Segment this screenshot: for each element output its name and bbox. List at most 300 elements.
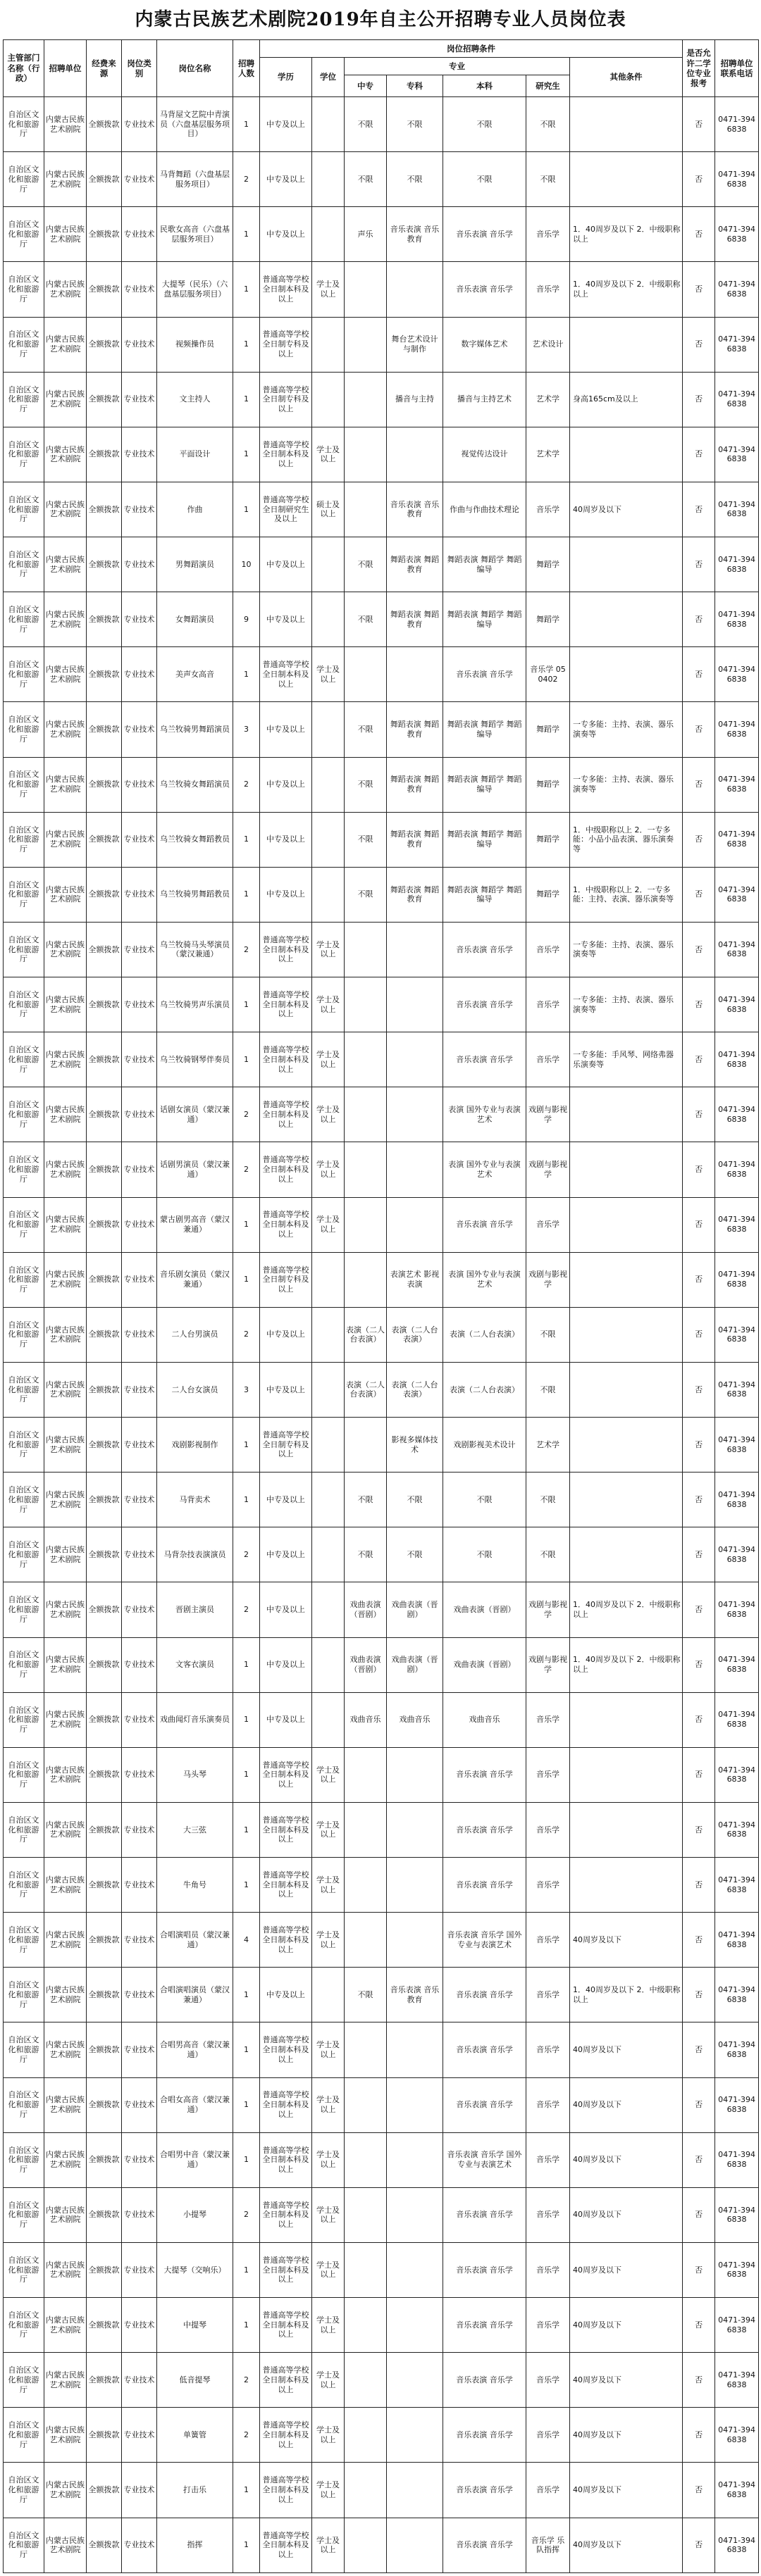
- zhongzhuan-cell: [345, 2408, 387, 2463]
- post-cell: 文主持人: [157, 372, 233, 427]
- category-cell: 专业技术: [122, 97, 157, 152]
- zhuanke-cell: [387, 2463, 443, 2518]
- col-count: 招聘人数: [233, 40, 260, 97]
- second-degree-cell: 否: [683, 2408, 715, 2463]
- count-cell: 1: [233, 1802, 260, 1857]
- zhuanke-cell: 播音与主持: [387, 372, 443, 427]
- zhongzhuan-cell: [345, 2353, 387, 2408]
- zhuanke-cell: [387, 2187, 443, 2242]
- education-cell: 普通高等学校全日制专科及以上: [260, 1252, 312, 1307]
- unit-cell: 内蒙古民族艺术剧院: [44, 1197, 87, 1252]
- phone-cell: 0471-3946838: [715, 812, 759, 867]
- second-degree-cell: 否: [683, 1087, 715, 1142]
- post-cell: 二人台男演员: [157, 1307, 233, 1362]
- yanjiusheng-cell: 戏剧与影视学: [526, 1087, 570, 1142]
- unit-cell: 内蒙古民族艺术剧院: [44, 317, 87, 372]
- phone-cell: 0471-3946838: [715, 207, 759, 262]
- yanjiusheng-cell: 音乐学: [526, 977, 570, 1032]
- category-cell: 专业技术: [122, 1637, 157, 1692]
- degree-cell: 学士及以上: [312, 2022, 345, 2077]
- zhuanke-cell: [387, 2408, 443, 2463]
- unit-cell: 内蒙古民族艺术剧院: [44, 1527, 87, 1582]
- yanjiusheng-cell: 艺术学: [526, 1418, 570, 1473]
- category-cell: 专业技术: [122, 1252, 157, 1307]
- yanjiusheng-cell: 不限: [526, 152, 570, 207]
- count-cell: 1: [233, 1692, 260, 1747]
- zhuanke-cell: [387, 2298, 443, 2353]
- table-row: [4, 2132, 759, 2187]
- count-cell: 1: [233, 977, 260, 1032]
- degree-cell: [312, 97, 345, 152]
- education-cell: 普通高等学校全日制专科及以上: [260, 1418, 312, 1473]
- phone-cell: 0471-3946838: [715, 1032, 759, 1087]
- category-cell: 专业技术: [122, 262, 157, 317]
- funding-cell: 全额拨款: [87, 1252, 122, 1307]
- phone-cell: 0471-3946838: [715, 977, 759, 1032]
- zhongzhuan-cell: 戏曲表演（晋剧）: [345, 1637, 387, 1692]
- category-cell: 专业技术: [122, 1527, 157, 1582]
- funding-cell: 全额拨款: [87, 1582, 122, 1637]
- yanjiusheng-cell: 音乐学: [526, 2022, 570, 2077]
- other-cell: 40周岁及以下: [570, 2022, 683, 2077]
- degree-cell: 学士及以上: [312, 922, 345, 977]
- education-cell: 中专及以上: [260, 1307, 312, 1362]
- degree-cell: 学士及以上: [312, 1802, 345, 1857]
- category-cell: 专业技术: [122, 152, 157, 207]
- education-cell: 普通高等学校全日制本科及以上: [260, 2518, 312, 2573]
- category-cell: 专业技术: [122, 2132, 157, 2187]
- category-cell: 专业技术: [122, 867, 157, 922]
- education-cell: 普通高等学校全日制本科及以上: [260, 1197, 312, 1252]
- zhuanke-cell: 音乐表演 音乐教育: [387, 207, 443, 262]
- count-cell: 10: [233, 537, 260, 592]
- degree-cell: 学士及以上: [312, 2463, 345, 2518]
- zhuanke-cell: 戏曲音乐: [387, 1692, 443, 1747]
- zhuanke-cell: 音乐表演 音乐教育: [387, 482, 443, 537]
- category-cell: 专业技术: [122, 1968, 157, 2022]
- second-degree-cell: 否: [683, 1197, 715, 1252]
- yanjiusheng-cell: 舞蹈学: [526, 867, 570, 922]
- unit-cell: 内蒙古民族艺术剧院: [44, 537, 87, 592]
- benke-cell: 数字媒体艺术: [443, 317, 526, 372]
- table-row: [4, 1747, 759, 1802]
- category-cell: 专业技术: [122, 1418, 157, 1473]
- second-degree-cell: 否: [683, 2463, 715, 2518]
- unit-cell: 内蒙古民族艺术剧院: [44, 812, 87, 867]
- table-row: [4, 372, 759, 427]
- degree-cell: [312, 867, 345, 922]
- second-degree-cell: 否: [683, 2298, 715, 2353]
- degree-cell: [312, 317, 345, 372]
- zhuanke-cell: [387, 1032, 443, 1087]
- other-cell: [570, 317, 683, 372]
- funding-cell: 全额拨款: [87, 2518, 122, 2573]
- zhuanke-cell: 表演（二人台表演）: [387, 1307, 443, 1362]
- degree-cell: 学士及以上: [312, 1142, 345, 1197]
- education-cell: 普通高等学校全日制本科及以上: [260, 1747, 312, 1802]
- phone-cell: 0471-3946838: [715, 482, 759, 537]
- education-cell: 中专及以上: [260, 757, 312, 812]
- second-degree-cell: 否: [683, 1252, 715, 1307]
- funding-cell: 全额拨款: [87, 2132, 122, 2187]
- other-cell: [570, 427, 683, 482]
- count-cell: 2: [233, 1307, 260, 1362]
- degree-cell: [312, 1473, 345, 1527]
- other-cell: 40周岁及以下: [570, 482, 683, 537]
- education-cell: 普通高等学校全日制本科及以上: [260, 2353, 312, 2408]
- benke-cell: 舞蹈表演 舞蹈学 舞蹈编导: [443, 812, 526, 867]
- table-row: [4, 812, 759, 867]
- department-cell: 自治区文化和旅游厅: [4, 1307, 44, 1362]
- unit-cell: 内蒙古民族艺术剧院: [44, 262, 87, 317]
- department-cell: 自治区文化和旅游厅: [4, 1197, 44, 1252]
- count-cell: 2: [233, 1582, 260, 1637]
- table-row: [4, 2463, 759, 2518]
- funding-cell: 全额拨款: [87, 1692, 122, 1747]
- degree-cell: [312, 702, 345, 757]
- count-cell: 2: [233, 1087, 260, 1142]
- funding-cell: 全额拨款: [87, 592, 122, 647]
- funding-cell: 全额拨款: [87, 702, 122, 757]
- other-cell: [570, 1692, 683, 1747]
- department-cell: 自治区文化和旅游厅: [4, 427, 44, 482]
- department-cell: 自治区文化和旅游厅: [4, 2408, 44, 2463]
- zhuanke-cell: [387, 1802, 443, 1857]
- unit-cell: 内蒙古民族艺术剧院: [44, 867, 87, 922]
- department-cell: 自治区文化和旅游厅: [4, 2187, 44, 2242]
- department-cell: 自治区文化和旅游厅: [4, 1418, 44, 1473]
- count-cell: 1: [233, 2242, 260, 2297]
- col-yanjiusheng: 研究生: [526, 75, 570, 97]
- phone-cell: 0471-3946838: [715, 2242, 759, 2297]
- category-cell: 专业技术: [122, 2298, 157, 2353]
- category-cell: 专业技术: [122, 1802, 157, 1857]
- col-category: 岗位类别: [122, 40, 157, 97]
- zhongzhuan-cell: [345, 317, 387, 372]
- col-benke: 本科: [443, 75, 526, 97]
- department-cell: 自治区文化和旅游厅: [4, 1473, 44, 1527]
- education-cell: 中专及以上: [260, 1582, 312, 1637]
- zhuanke-cell: [387, 2022, 443, 2077]
- count-cell: 1: [233, 2022, 260, 2077]
- unit-cell: 内蒙古民族艺术剧院: [44, 2242, 87, 2297]
- post-cell: 晋剧主演员: [157, 1582, 233, 1637]
- department-cell: 自治区文化和旅游厅: [4, 2132, 44, 2187]
- table-row: [4, 922, 759, 977]
- table-row: [4, 1802, 759, 1857]
- zhongzhuan-cell: [345, 1418, 387, 1473]
- benke-cell: 戏曲表演（晋剧）: [443, 1582, 526, 1637]
- education-cell: 中专及以上: [260, 592, 312, 647]
- degree-cell: 学士及以上: [312, 2518, 345, 2573]
- post-cell: 小提琴: [157, 2187, 233, 2242]
- degree-cell: [312, 1582, 345, 1637]
- benke-cell: 音乐表演 音乐学: [443, 1858, 526, 1913]
- unit-cell: 内蒙古民族艺术剧院: [44, 1307, 87, 1362]
- benke-cell: 舞蹈表演 舞蹈学 舞蹈编导: [443, 592, 526, 647]
- phone-cell: 0471-3946838: [715, 1362, 759, 1417]
- unit-cell: 内蒙古民族艺术剧院: [44, 647, 87, 702]
- benke-cell: 音乐表演 音乐学: [443, 262, 526, 317]
- col-post: 岗位名称: [157, 40, 233, 97]
- zhuanke-cell: [387, 1087, 443, 1142]
- unit-cell: 内蒙古民族艺术剧院: [44, 1362, 87, 1417]
- other-cell: 40周岁及以下: [570, 1913, 683, 1968]
- unit-cell: 内蒙古民族艺术剧院: [44, 2022, 87, 2077]
- zhuanke-cell: [387, 2077, 443, 2132]
- department-cell: 自治区文化和旅游厅: [4, 372, 44, 427]
- degree-cell: 学士及以上: [312, 1858, 345, 1913]
- department-cell: 自治区文化和旅游厅: [4, 977, 44, 1032]
- post-cell: 女舞蹈演员: [157, 592, 233, 647]
- unit-cell: 内蒙古民族艺术剧院: [44, 1968, 87, 2022]
- phone-cell: 0471-3946838: [715, 592, 759, 647]
- table-row: [4, 1858, 759, 1913]
- phone-cell: 0471-3946838: [715, 2022, 759, 2077]
- zhongzhuan-cell: [345, 922, 387, 977]
- unit-cell: 内蒙古民族艺术剧院: [44, 1692, 87, 1747]
- department-cell: 自治区文化和旅游厅: [4, 1913, 44, 1968]
- zhongzhuan-cell: 不限: [345, 1527, 387, 1582]
- other-cell: [570, 1197, 683, 1252]
- degree-cell: 学士及以上: [312, 1032, 345, 1087]
- phone-cell: 0471-3946838: [715, 1087, 759, 1142]
- other-cell: 一专多能：主持、表演、器乐演奏等: [570, 757, 683, 812]
- department-cell: 自治区文化和旅游厅: [4, 2353, 44, 2408]
- unit-cell: 内蒙古民族艺术剧院: [44, 702, 87, 757]
- funding-cell: 全额拨款: [87, 1802, 122, 1857]
- education-cell: 普通高等学校全日制本科及以上: [260, 2463, 312, 2518]
- phone-cell: 0471-3946838: [715, 537, 759, 592]
- phone-cell: 0471-3946838: [715, 1968, 759, 2022]
- education-cell: 中专及以上: [260, 207, 312, 262]
- benke-cell: 不限: [443, 1473, 526, 1527]
- other-cell: 一专多能：主持、表演、器乐演奏等: [570, 977, 683, 1032]
- yanjiusheng-cell: 舞蹈学: [526, 812, 570, 867]
- phone-cell: 0471-3946838: [715, 1802, 759, 1857]
- degree-cell: 学士及以上: [312, 647, 345, 702]
- funding-cell: 全额拨款: [87, 97, 122, 152]
- unit-cell: 内蒙古民族艺术剧院: [44, 97, 87, 152]
- count-cell: 2: [233, 1142, 260, 1197]
- degree-cell: 学士及以上: [312, 427, 345, 482]
- zhuanke-cell: 影视多媒体技术: [387, 1418, 443, 1473]
- post-cell: 合唱演唱员（蒙汉兼通）: [157, 1913, 233, 1968]
- table-row: [4, 977, 759, 1032]
- other-cell: 一专多能：手风琴、网络弗器乐演奏等: [570, 1032, 683, 1087]
- zhuanke-cell: [387, 262, 443, 317]
- category-cell: 专业技术: [122, 1858, 157, 1913]
- post-cell: 合唱演唱演员（蒙汉兼通）: [157, 1968, 233, 2022]
- yanjiusheng-cell: 音乐学: [526, 2077, 570, 2132]
- table-row: [4, 482, 759, 537]
- phone-cell: 0471-3946838: [715, 427, 759, 482]
- department-cell: 自治区文化和旅游厅: [4, 1087, 44, 1142]
- benke-cell: 表演（二人台表演）: [443, 1307, 526, 1362]
- zhongzhuan-cell: [345, 1858, 387, 1913]
- zhongzhuan-cell: [345, 2242, 387, 2297]
- funding-cell: 全额拨款: [87, 482, 122, 537]
- count-cell: 1: [233, 812, 260, 867]
- unit-cell: 内蒙古民族艺术剧院: [44, 1087, 87, 1142]
- yanjiusheng-cell: 音乐学 050402: [526, 647, 570, 702]
- yanjiusheng-cell: 音乐学: [526, 2132, 570, 2187]
- yanjiusheng-cell: 音乐学: [526, 922, 570, 977]
- department-cell: 自治区文化和旅游厅: [4, 2022, 44, 2077]
- post-cell: 乌兰牧骑女舞蹈教员: [157, 812, 233, 867]
- education-cell: 普通高等学校全日制本科及以上: [260, 1032, 312, 1087]
- degree-cell: [312, 207, 345, 262]
- funding-cell: 全额拨款: [87, 1418, 122, 1473]
- table-row: [4, 1252, 759, 1307]
- table-row: [4, 647, 759, 702]
- zhongzhuan-cell: 声乐: [345, 207, 387, 262]
- education-cell: 中专及以上: [260, 1692, 312, 1747]
- yanjiusheng-cell: 艺术设计: [526, 317, 570, 372]
- count-cell: 2: [233, 922, 260, 977]
- post-cell: 牛角号: [157, 1858, 233, 1913]
- benke-cell: 音乐表演 音乐学: [443, 647, 526, 702]
- table-row: [4, 2242, 759, 2297]
- page-title: 内蒙古民族艺术剧院2019年自主公开招聘专业人员岗位表: [135, 9, 626, 30]
- zhongzhuan-cell: [345, 2463, 387, 2518]
- post-cell: 马背屋文艺院中青演员（六盘基层服务项目）: [157, 97, 233, 152]
- department-cell: 自治区文化和旅游厅: [4, 317, 44, 372]
- second-degree-cell: 否: [683, 647, 715, 702]
- category-cell: 专业技术: [122, 2022, 157, 2077]
- funding-cell: 全额拨款: [87, 372, 122, 427]
- second-degree-cell: 否: [683, 482, 715, 537]
- education-cell: 普通高等学校全日制本科及以上: [260, 2242, 312, 2297]
- post-cell: 民歌女高音（六盘基层服务项目）: [157, 207, 233, 262]
- second-degree-cell: 否: [683, 1527, 715, 1582]
- count-cell: 1: [233, 97, 260, 152]
- zhuanke-cell: 舞蹈表演 舞蹈教育: [387, 867, 443, 922]
- table-row: [4, 317, 759, 372]
- phone-cell: 0471-3946838: [715, 2187, 759, 2242]
- second-degree-cell: 否: [683, 2077, 715, 2132]
- second-degree-cell: 否: [683, 1362, 715, 1417]
- phone-cell: 0471-3946838: [715, 2408, 759, 2463]
- department-cell: 自治区文化和旅游厅: [4, 262, 44, 317]
- benke-cell: 音乐表演 音乐学: [443, 2408, 526, 2463]
- phone-cell: 0471-3946838: [715, 97, 759, 152]
- other-cell: 40周岁及以下: [570, 2132, 683, 2187]
- degree-cell: [312, 1252, 345, 1307]
- department-cell: 自治区文化和旅游厅: [4, 152, 44, 207]
- education-cell: 普通高等学校全日制本科及以上: [260, 262, 312, 317]
- second-degree-cell: 否: [683, 537, 715, 592]
- education-cell: 普通高等学校全日制本科及以上: [260, 1858, 312, 1913]
- department-cell: 自治区文化和旅游厅: [4, 1802, 44, 1857]
- phone-cell: 0471-3946838: [715, 2518, 759, 2573]
- category-cell: 专业技术: [122, 207, 157, 262]
- unit-cell: 内蒙古民族艺术剧院: [44, 1802, 87, 1857]
- job-table: [3, 39, 759, 2573]
- count-cell: 1: [233, 2518, 260, 2573]
- table-row: [4, 1032, 759, 1087]
- count-cell: 1: [233, 647, 260, 702]
- zhongzhuan-cell: 不限: [345, 97, 387, 152]
- other-cell: 40周岁及以下: [570, 2353, 683, 2408]
- category-cell: 专业技术: [122, 1582, 157, 1637]
- funding-cell: 全额拨款: [87, 1747, 122, 1802]
- zhuanke-cell: 不限: [387, 1527, 443, 1582]
- table-row: [4, 2077, 759, 2132]
- col-unit: 招聘单位: [44, 40, 87, 97]
- yanjiusheng-cell: 音乐学: [526, 207, 570, 262]
- benke-cell: 戏曲表演（晋剧）: [443, 1637, 526, 1692]
- category-cell: 专业技术: [122, 2408, 157, 2463]
- yanjiusheng-cell: 舞蹈学: [526, 702, 570, 757]
- post-cell: 作曲: [157, 482, 233, 537]
- table-row: [4, 1362, 759, 1417]
- other-cell: [570, 1858, 683, 1913]
- yanjiusheng-cell: 音乐学: [526, 2298, 570, 2353]
- category-cell: 专业技术: [122, 2187, 157, 2242]
- other-cell: [570, 1418, 683, 1473]
- post-cell: 马背杂技表演演员: [157, 1527, 233, 1582]
- degree-cell: 学士及以上: [312, 1913, 345, 1968]
- other-cell: [570, 97, 683, 152]
- education-cell: 中专及以上: [260, 1527, 312, 1582]
- degree-cell: [312, 1968, 345, 2022]
- count-cell: 1: [233, 2132, 260, 2187]
- funding-cell: 全额拨款: [87, 317, 122, 372]
- phone-cell: 0471-3946838: [715, 1527, 759, 1582]
- funding-cell: 全额拨款: [87, 1527, 122, 1582]
- other-cell: [570, 592, 683, 647]
- degree-cell: [312, 757, 345, 812]
- department-cell: 自治区文化和旅游厅: [4, 1252, 44, 1307]
- table-row: [4, 1968, 759, 2022]
- benke-cell: 音乐表演 音乐学: [443, 2242, 526, 2297]
- degree-cell: [312, 1307, 345, 1362]
- table-row: [4, 1307, 759, 1362]
- unit-cell: 内蒙古民族艺术剧院: [44, 2463, 87, 2518]
- yanjiusheng-cell: 音乐学: [526, 2242, 570, 2297]
- benke-cell: 音乐表演 音乐学: [443, 922, 526, 977]
- department-cell: 自治区文化和旅游厅: [4, 482, 44, 537]
- table-row: [4, 1087, 759, 1142]
- degree-cell: 学士及以上: [312, 1197, 345, 1252]
- count-cell: 1: [233, 1197, 260, 1252]
- second-degree-cell: 否: [683, 97, 715, 152]
- phone-cell: 0471-3946838: [715, 1858, 759, 1913]
- phone-cell: 0471-3946838: [715, 922, 759, 977]
- count-cell: 1: [233, 1637, 260, 1692]
- zhongzhuan-cell: [345, 1197, 387, 1252]
- table-row: [4, 1473, 759, 1527]
- zhongzhuan-cell: 表演（二人台表演）: [345, 1362, 387, 1417]
- benke-cell: 音乐表演 音乐学: [443, 2077, 526, 2132]
- other-cell: 1．40周岁及以下 2．中级职称以上: [570, 1637, 683, 1692]
- zhuanke-cell: [387, 1858, 443, 1913]
- unit-cell: 内蒙古民族艺术剧院: [44, 372, 87, 427]
- zhongzhuan-cell: [345, 2187, 387, 2242]
- unit-cell: 内蒙古民族艺术剧院: [44, 922, 87, 977]
- count-cell: 2: [233, 2408, 260, 2463]
- count-cell: 2: [233, 2187, 260, 2242]
- job-table-body: [4, 97, 759, 2573]
- other-cell: [570, 1473, 683, 1527]
- zhongzhuan-cell: [345, 1802, 387, 1857]
- second-degree-cell: 否: [683, 1968, 715, 2022]
- post-cell: 乌兰牧骑女舞蹈演员: [157, 757, 233, 812]
- degree-cell: [312, 537, 345, 592]
- degree-cell: 学士及以上: [312, 1087, 345, 1142]
- funding-cell: 全额拨款: [87, 2408, 122, 2463]
